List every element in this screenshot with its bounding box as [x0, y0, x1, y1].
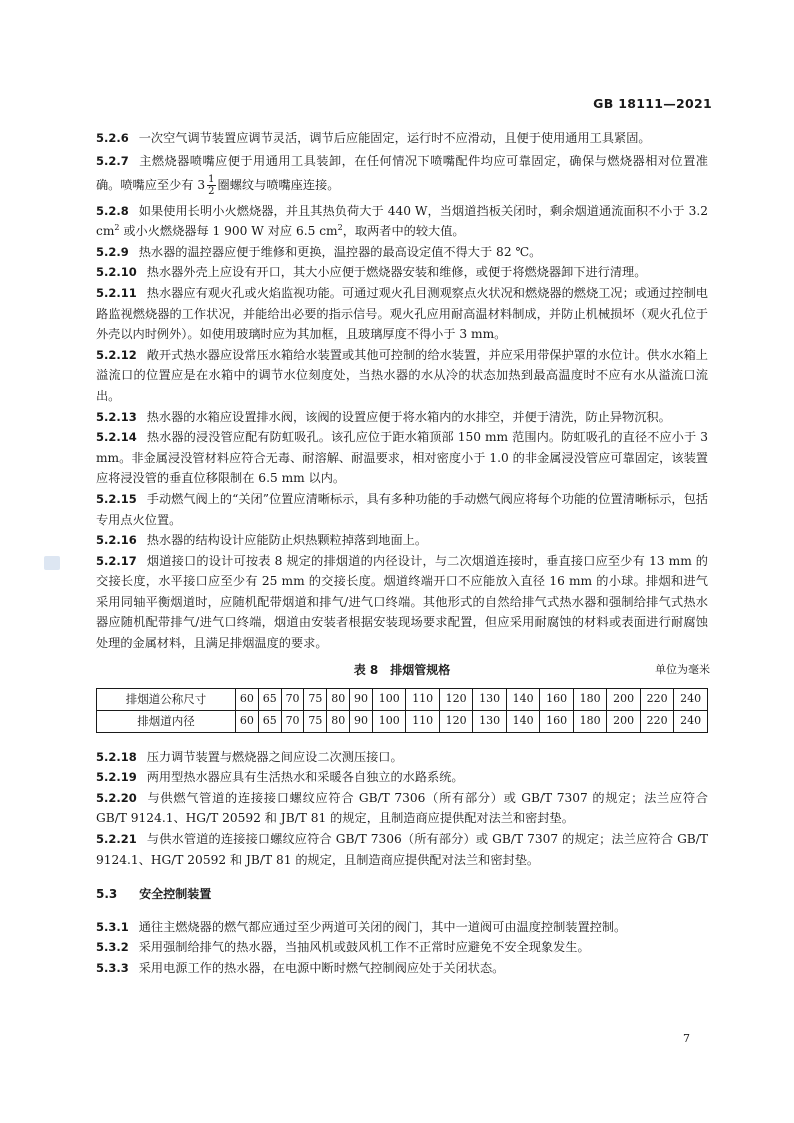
clause-text: 敞开式热水器应设常压水箱给水装置或其他可控制的给水装置，并应采用带保护罩的水位计。供水水箱上溢流口的位置应是在水箱中的调节水位刻度处，当热水器的水从冷的状态加热到最高温度时不应有水从溢流口流出。 — [96, 347, 708, 403]
clause-text-part-a: 如果使用长明小火燃烧器，并且其热负荷大于 440 W，当烟道挡板关闭时，剩余烟道通流面积不小于 3.2 cm — [96, 203, 708, 239]
row-header: 排烟道公称尺寸 — [97, 688, 236, 710]
clause-number: 5.2.21 — [96, 832, 137, 847]
table-cell: 160 — [540, 710, 573, 732]
table-cell: 75 — [304, 710, 327, 732]
document-body — [96, 128, 708, 979]
clause-5-2-9 — [96, 242, 708, 263]
table-cell: 65 — [258, 710, 281, 732]
clause-text: 通往主燃烧器的燃气都应通过至少两道可关闭的阀门，其中一道阀可由温度控制装置控制。 — [138, 919, 627, 934]
clause-text: 热水器的温控器应便于维修和更换，温控器的最高设定值不得大于 82 ℃。 — [138, 244, 542, 259]
clause-text: 热水器的水箱应设置排水阀，该阀的设置应便于将水箱内的水排空，并便于清洗，防止异物沉积。 — [146, 409, 671, 424]
clause-number: 5.3.1 — [96, 919, 129, 934]
clause-number: 5.3.2 — [96, 940, 129, 955]
clause-text: 烟道接口的设计可按表 8 规定的排烟道的内径设计，与二次烟道连接时，垂直接口应至少有 13 mm 的交接长度，水平接口应至少有 25 mm 的交接长度。烟道终端开口不应能放入直径 16 mm 的小球。排烟和进气采用同轴平衡烟道时，应随机配带烟道和排气/进气口终端。其他形式的自然给排气式热水器和强制给排气式热水器应随机配带排气/进气口终端，烟道由安装者根据安装现场要求配置，但应采用耐腐蚀的材料或表面进行耐腐蚀处理的金属材料，且满足排烟温度的要求。 — [96, 553, 708, 651]
section-title: 安全控制装置 — [139, 887, 212, 902]
side-tab-marker — [44, 556, 60, 570]
table-caption — [96, 660, 708, 682]
clause-5-2-20 — [96, 788, 708, 829]
table-cell: 80 — [327, 710, 350, 732]
flue-spec-table — [96, 688, 708, 733]
clause-text: 两用型热水器应具有生活热水和采暖各自独立的水路系统。 — [146, 770, 464, 785]
fraction-one-half — [207, 174, 215, 197]
table-cell: 100 — [372, 688, 405, 710]
clause-text: 压力调节装置与燃烧器之间应设二次测压接口。 — [146, 749, 403, 764]
clause-5-2-21 — [96, 829, 708, 870]
clause-number: 5.2.19 — [96, 770, 137, 785]
table-cell: 130 — [473, 710, 506, 732]
table-cell: 120 — [439, 710, 472, 732]
table-cell: 70 — [281, 688, 304, 710]
clause-number: 5.2.8 — [96, 203, 129, 218]
table-cell: 240 — [674, 710, 708, 732]
clause-5-2-8 — [96, 201, 708, 242]
section-number: 5.3 — [96, 887, 118, 902]
table-cell: 100 — [372, 710, 405, 732]
table-cell: 60 — [236, 688, 259, 710]
clause-text-part-b: 圈螺纹与喷嘴座连接。 — [217, 177, 340, 192]
clause-number: 5.2.16 — [96, 533, 137, 548]
clause-number: 5.2.20 — [96, 790, 137, 805]
clause-text: 热水器外壳上应设有开口，其大小应便于燃烧器安装和维修，或便于将燃烧器卸下进行清理。 — [146, 265, 647, 280]
clause-text-part-c: ，取两者中的较大值。 — [342, 224, 465, 239]
clause-5-2-18 — [96, 747, 708, 768]
clause-text: 采用电源工作的热水器，在电源中断时燃气控制阀应处于关闭状态。 — [138, 961, 505, 975]
table-cell: 220 — [640, 710, 673, 732]
clause-number: 5.2.18 — [96, 749, 137, 764]
clause-text: 与供燃气管道的连接接口螺纹应符合 GB/T 7306（所有部分）或 GB/T 7307 的规定；法兰应符合 GB/T 9124.1、HG/T 20592 和 JB/T 81 的规定，且制造商应提供配对法兰和密封垫。 — [96, 790, 708, 826]
clause-5-2-17 — [96, 551, 708, 654]
clause-number: 5.2.11 — [96, 285, 137, 300]
superscript: 2 — [114, 223, 120, 233]
clause-number: 5.2.14 — [96, 430, 137, 445]
clause-5-2-14 — [96, 427, 708, 489]
table-cell: 110 — [406, 710, 439, 732]
clause-number: 5.2.13 — [96, 409, 137, 424]
clause-5-2-10 — [96, 262, 708, 283]
table-cell: 140 — [506, 688, 539, 710]
table-row — [97, 688, 708, 710]
clause-text-part-b: 或小火燃烧器每 1 900 W 对应 6.5 cm — [119, 224, 338, 239]
clause-text: 一次空气调节装置应调节灵活，调节后应能固定，运行时不应滑动，且便于使用通用工具紧固。 — [138, 131, 651, 145]
clause-5-3-1 — [96, 917, 708, 938]
table-cell: 75 — [304, 688, 327, 710]
fraction-numerator: 1 — [208, 173, 215, 185]
clause-5-2-11 — [96, 283, 708, 345]
table-cell: 240 — [674, 688, 708, 710]
clause-text: 热水器的结构设计应能防止炽热颗粒掉落到地面上。 — [146, 533, 428, 548]
clause-text: 热水器应有观火孔或火焰监视功能。可通过观火孔目测观察点火状况和燃烧器的燃烧工况；或通过控制电路监视燃烧器的工作状况，并能给出必要的指示信号。观火孔应用耐高温材料制成，并防止机械损坏（观火孔位于外壳以内时例外）。如使用玻璃时应为其加框，且玻璃厚度不得小于 3 mm。 — [96, 285, 708, 342]
table-cell: 130 — [473, 688, 506, 710]
page-number: 7 — [683, 1032, 690, 1045]
table-unit: 单位为毫米 — [655, 662, 710, 676]
clause-number: 5.2.9 — [96, 244, 129, 259]
table-title: 表 8 排烟管规格 — [353, 662, 451, 677]
table-cell: 80 — [327, 688, 350, 710]
clause-5-2-7 — [96, 149, 708, 197]
table-cell: 160 — [540, 688, 573, 710]
clause-number: 5.2.17 — [96, 553, 137, 568]
clause-5-3-3 — [96, 958, 708, 979]
clause-number: 5.3.3 — [96, 961, 129, 975]
table-cell: 70 — [281, 710, 304, 732]
clause-text-part-a: 主燃烧器喷嘴应便于用通用工具装卸，在任何情况下喷嘴配件均应可靠固定，确保与燃烧器相对位置准确。喷嘴应至少有 3 — [96, 153, 708, 192]
standard-code: GB 18111—2021 — [593, 96, 712, 111]
table-cell: 220 — [640, 688, 673, 710]
clause-5-2-19 — [96, 767, 708, 788]
clause-number: 5.2.12 — [96, 347, 137, 362]
row-header: 排烟道内径 — [97, 710, 236, 732]
table-cell: 200 — [607, 710, 640, 732]
clause-number: 5.2.10 — [96, 265, 137, 280]
clause-text: 采用强制给排气的热水器，当抽风机或鼓风机工作不正常时应避免不安全现象发生。 — [138, 940, 590, 955]
clause-5-3-2 — [96, 937, 708, 958]
table-cell: 90 — [350, 688, 373, 710]
clause-5-2-6 — [96, 128, 708, 149]
table-row — [97, 710, 708, 732]
section-heading-5-3 — [96, 884, 708, 905]
clause-5-2-12 — [96, 345, 708, 407]
clause-5-2-16 — [96, 530, 708, 551]
clause-5-2-13 — [96, 407, 708, 428]
table-cell: 180 — [573, 688, 606, 710]
table-cell: 90 — [350, 710, 373, 732]
clause-number: 5.2.7 — [96, 153, 129, 168]
table-cell: 140 — [506, 710, 539, 732]
table-cell: 200 — [607, 688, 640, 710]
clause-text: 与供水管道的连接接口螺纹应符合 GB/T 7306（所有部分）或 GB/T 7307 的规定；法兰应符合 GB/T 9124.1、HG/T 20592 和 JB/T 81 的规定，且制造商应提供配对法兰和密封垫。 — [96, 832, 708, 867]
table-cell: 110 — [406, 688, 439, 710]
fraction-denominator: 2 — [208, 185, 215, 197]
clause-text: 热水器的浸没管应配有防虹吸孔。该孔应位于距水箱顶部 150 mm 范围内。防虹吸孔的直径不应小于 3 mm。非金属浸没管材料应符合无毒、耐溶解、耐温要求，相对密度小于 1.0 的非金属浸没管应可靠固定，该装置应将浸没管的垂直位移限制在 6.5 mm 以内。 — [96, 430, 708, 486]
clause-number: 5.2.15 — [96, 491, 137, 506]
clause-5-2-15 — [96, 489, 708, 530]
clause-number: 5.2.6 — [96, 131, 129, 145]
table-cell: 120 — [439, 688, 472, 710]
table-cell: 180 — [573, 710, 606, 732]
superscript: 2 — [337, 223, 343, 233]
table-cell: 60 — [236, 710, 259, 732]
clause-text: 手动燃气阀上的“关闭”位置应清晰标示，具有多种功能的手动燃气阀应将每个功能的位置清晰标示，包括专用点火位置。 — [96, 491, 708, 527]
table-cell: 65 — [258, 688, 281, 710]
